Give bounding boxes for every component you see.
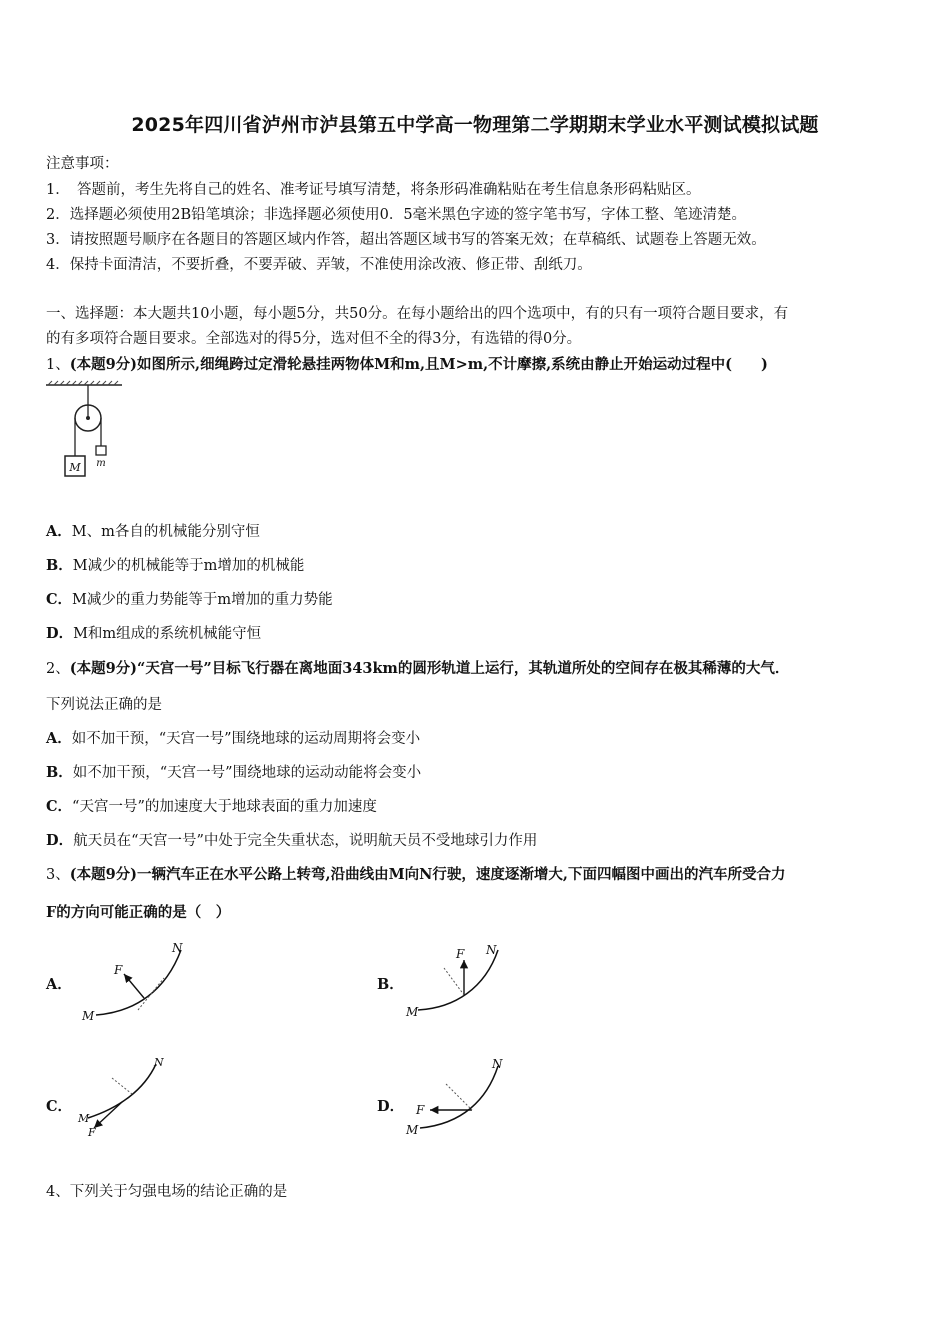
force-arrow [124, 974, 144, 998]
force-label: F [456, 947, 465, 961]
point-M-label: M [406, 1123, 419, 1137]
pulley-axle [86, 416, 90, 420]
q2-option-a[interactable] [46, 727, 420, 748]
page-title: 2025年四川省泸州市泸县第五中学高一物理第二学期期末学业水平测试模拟试题 [131, 114, 819, 136]
question-text: 下列关于匀强电场的结论正确的是 [69, 1184, 288, 1200]
option-letter: B． [46, 557, 73, 574]
question-3-stem [46, 863, 785, 884]
q1-option-b[interactable] [46, 554, 304, 575]
point-M-label: M [78, 1112, 90, 1125]
question-2-stem [46, 657, 789, 678]
q3-figure-d [402, 1050, 512, 1140]
question-3-stem-cont: F的方向可能正确的是（ ） [46, 904, 231, 921]
tangent-dash [138, 978, 164, 1010]
question-number: 2、 [46, 661, 70, 677]
option-letter: D． [46, 832, 74, 849]
option-letter: B． [46, 764, 73, 781]
question-1-stem [46, 353, 768, 374]
point-N-label: N [172, 941, 183, 955]
point-N-label: N [154, 1056, 164, 1069]
option-text: M、m各自的机械能分别守恒 [71, 524, 260, 540]
q3-option-a[interactable]: A． [46, 976, 72, 993]
pulley-figure [44, 380, 124, 482]
question-number: 4、 [46, 1184, 70, 1200]
mass-M-label: M [69, 461, 81, 474]
mass-m-label: m [96, 458, 106, 469]
question-text: (本题9分)如图所示,细绳跨过定滑轮悬挂两物体M和m,且M>m,不计摩擦,系统由静止开始运动过程中( ) [69, 356, 768, 373]
q1-option-a[interactable] [46, 520, 260, 541]
option-text: M和m组成的系统机械能守恒 [73, 626, 262, 642]
point-M-label: M [406, 1005, 419, 1019]
notice-item: 4．保持卡面清洁，不要折叠，不要弄破、弄皱，不准使用涂改液、修正带、刮纸刀。 [46, 257, 592, 273]
q2-option-b[interactable] [46, 761, 421, 782]
q2-option-d[interactable] [46, 829, 537, 850]
option-text: 如不加干预，“天宫一号”围绕地球的运动动能将会变小 [72, 765, 422, 781]
option-text: M减少的机械能等于m增加的机械能 [72, 558, 305, 574]
option-letter: A． [46, 730, 72, 747]
force-label: F [416, 1103, 425, 1117]
question-number: 3、 [46, 867, 70, 883]
q1-option-c[interactable] [46, 588, 333, 609]
option-letter: C． [46, 591, 73, 608]
notice-item: 3．请按照题号顺序在各题目的答题区域内作答，超出答题区域书写的答案无效；在草稿纸、试题卷上答题无效。 [46, 232, 766, 248]
section-intro-line1: 一、选择题：本大题共10小题，每小题5分，共50分。在每小题给出的四个选项中，有的只有一项符合题目要求，有 [46, 306, 789, 322]
option-text: 航天员在“天宫一号”中处于完全失重状态，说明航天员不受地球引力作用 [73, 833, 538, 849]
q1-option-d[interactable] [46, 622, 261, 643]
option-letter: C． [46, 798, 73, 815]
option-letter: D． [46, 625, 74, 642]
notice-item: 1． 答题前，考生先将自己的姓名、准考证号填写清楚，将条形码准确粘贴在考生信息条形码粘贴区。 [46, 182, 701, 198]
q3-option-d[interactable]: D． [377, 1098, 405, 1115]
section-intro-line2: 的有多项符合题目要求。全部选对的得5分，选对但不全的得3分，有选错的得0分。 [46, 331, 582, 347]
q3-figure-c [74, 1050, 174, 1140]
q2-option-c[interactable] [46, 795, 377, 816]
question-number: 1、 [46, 357, 70, 373]
normal-dash [112, 1078, 132, 1094]
mass-m-block [96, 446, 106, 455]
force-label: F [114, 963, 123, 977]
q3-option-b[interactable]: B． [377, 976, 404, 993]
notice-item: 2．选择题必须使用2B铅笔填涂；非选择题必须使用0．5毫米黑色字迹的签字笔书写，字体工整、笔迹清楚。 [46, 207, 747, 223]
option-text: 如不加干预，“天宫一号”围绕地球的运动周期将会变小 [71, 731, 421, 747]
option-text: “天宫一号”的加速度大于地球表面的重力加速度 [72, 799, 377, 815]
curve-path [420, 1066, 498, 1128]
option-letter: A． [46, 523, 72, 540]
question-text: (本题9分)“天宫一号”目标飞行器在离地面343km的圆形轨道上运行，其轨道所处的空间存在极其稀薄的大气． [69, 660, 790, 677]
point-N-label: N [492, 1057, 503, 1071]
curve-path [96, 950, 181, 1015]
notice-heading: 注意事项： [46, 156, 119, 172]
normal-dash [446, 1084, 472, 1110]
question-2-stem-cont: 下列说法正确的是 [46, 697, 162, 713]
q3-figure-b [400, 940, 520, 1025]
point-M-label: M [82, 1009, 95, 1023]
question-4-stem [46, 1180, 287, 1201]
q3-option-c[interactable]: C． [46, 1098, 73, 1115]
curve-path [88, 1064, 156, 1118]
option-text: M减少的重力势能等于m增加的重力势能 [72, 592, 333, 608]
question-text: (本题9分)一辆汽车正在水平公路上转弯,沿曲线由M向N行驶，速度逐渐增大,下面四幅图中画出的汽车所受合力 [69, 866, 786, 883]
force-label: F [88, 1126, 96, 1139]
point-N-label: N [486, 943, 497, 957]
q3-figure-a [76, 940, 196, 1025]
normal-dash [444, 968, 464, 995]
